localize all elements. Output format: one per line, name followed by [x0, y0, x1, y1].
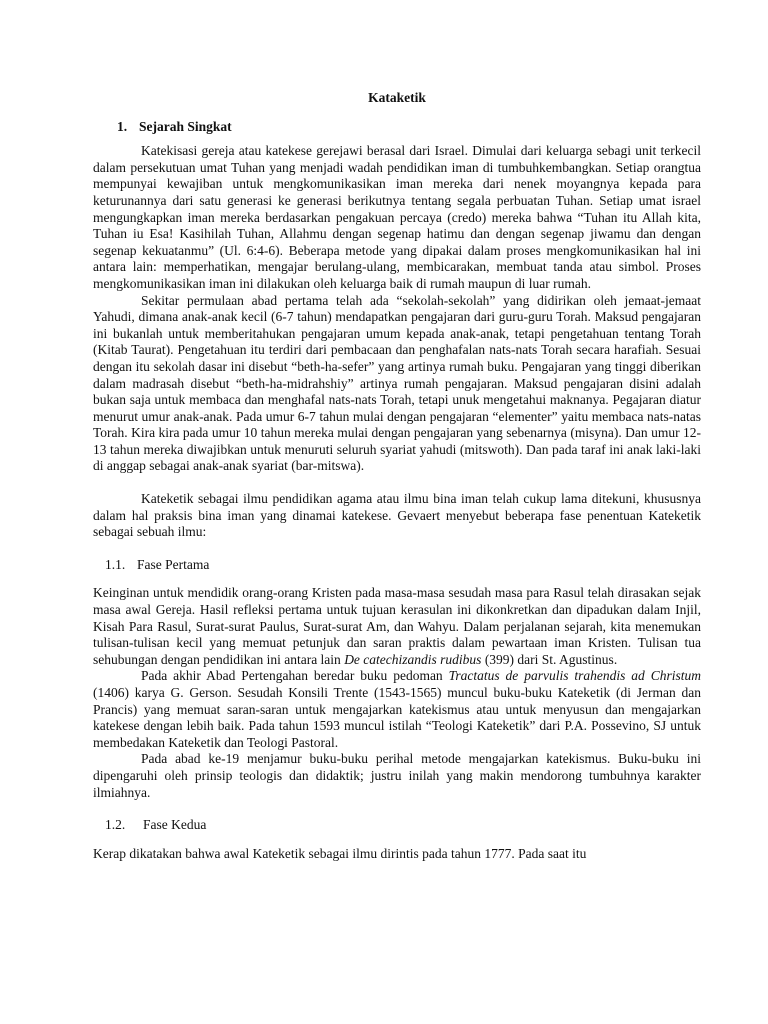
paragraph: [93, 585, 701, 668]
section-number: 1.: [117, 118, 128, 134]
paragraph-text: (399) dari St. Agustinus.: [481, 651, 618, 667]
paragraph: Kateketik sebagai ilmu pendidikan agama atau ilmu bina iman telah cukup lama ditekuni, khususnya dalam hal praksis bina iman yang dinamai katekese. Gevaert menyebut beberapa fase penentuan Kateketik sebagai sebuah ilmu:: [93, 491, 701, 540]
paragraph: [93, 668, 701, 751]
paragraph-gap: [93, 475, 701, 491]
section-heading-sejarah-singkat: [93, 119, 701, 136]
document-body: [93, 90, 701, 862]
subsection-heading-text: Fase Kedua: [143, 817, 207, 833]
paragraph: Sekitar permulaan abad pertama telah ada “sekolah-sekolah” yang didirikan oleh jemaat-jemaat Yahudi, dimana anak-anak kecil (6-7 tahun) mendapatkan pengajaran dari guru-guru Torah. Maksud pengajaran ini bukanlah untuk memberitahukan pengajaran umum kepada anak-anak, tetapi pengetahuan tentang Torah (Kitab Taurat). Pengetahuan itu terdiri dari pembacaan dan penghafalan nats-nats Torah secara harafiah. Sesuai dengan itu sekolah dasar ini disebut “beth-ha-sefer” yang artinya rumah buku. Pengajaran yang tinggi diberikan dalam madrasah disebut “beth-ha-midrahshiy” artinya rumah pengajaran. Maksud pengajaran disini adalah bukan saja untuk membaca dan menghafal nats-nats Torah, tetapi unuk mengetahui maknanya. Pegajaran diatur menurut umur anak-anak. Pada umur 6-7 tahun mulai dengan pengajaran “elementer” yaitu membaca nats-natas Torah. Kira kira pada umur 10 tahun mereka mulai dengan pengajaran yang sebenarnya (misyna). Dan umur 12-13 tahun mereka diwajibkan untuk menuruti seluruh syariat yahudi (mitswoth). Dan pada taraf ini anak laki-laki di anggap sebagai anak-anak syariat (bar-mitswa).: [93, 292, 701, 474]
paragraph-gap: [93, 541, 701, 557]
paragraph-text: Keinginan untuk mendidik orang-orang Kristen pada masa-masa sesudah masa para Rasul telah dirasakan sejak masa awal Gereja. Hasil refleksi pertama untuk tujuan kerasulan ini dikonkretkan dan dipadukan dalam Injil, Kisah Para Rasul, Surat-surat Paulus, Surat-surat Am, dan Wahyu. Dalam perjalanan sejarah, kita menemukan tulisan-tulisan kecil yang memuat petunjuk dan saran praktis dalam pewartaan iman Kristen. Tulisan tua sehubungan dengan pendidikan ini antara lain: [93, 585, 701, 667]
subsection-number: 1.2.: [105, 817, 126, 833]
subsection-heading-text: Fase Pertama: [137, 556, 210, 572]
subsection-number: 1.1.: [105, 556, 126, 572]
paragraph-text: Pada akhir Abad Pertengahan beredar buku pedoman: [141, 668, 449, 684]
subsection-heading-fase-kedua: [93, 817, 701, 834]
italic-title: Tractatus de parvulis trahendis ad Christum: [448, 668, 701, 684]
subsection-heading-fase-pertama: [93, 557, 701, 574]
paragraph: Katekisasi gereja atau katekese gerejawi berasal dari Israel. Dimulai dari keluarga sebagi unit terkecil dalam persekutuan umat Tuhan yang menjadi wadah pendidikan iman di tumbuhkembangkan. Setiap orangtua mempunyai kewajiban untuk mengkomunikasikan iman mereka dari nenek moyangnya kepada para keturunannya dari satu generasi ke generasi berikutnya tentang segala perbuatan Tuhan. Setiap umat israel mengungkapkan iman mereka berdasarkan pengakuan percaya (credo) mereka bahwa “Tuhan itu Allah kita, Tuhan iu Esa! Kasihilah Tuhan, Allahmu dengan segenap hatimu dan dengan segenap jiwamu dan dengan segenap kekuatanmu” (Ul. 6:4-6). Beberapa metode yang dipakai dalam proses mengkomunikasikan hal ini antara lain: memperhatikan, mengajar berulang-ulang, membicarakan, membuat tanda atau simbol. Proses mengkomunikasikan iman ini dilakukan oleh keluarga baik di rumah maupun di luar rumah.: [93, 143, 701, 291]
paragraph: Pada abad ke-19 menjamur buku-buku perihal metode mengajarkan katekismus. Buku-buku ini dipengaruhi oleh prinsip teologis dan didaktik; justru inilah yang makin mendorong tumbuhnya karakter ilmiahnya.: [93, 751, 701, 800]
paragraph-text: (1406) karya G. Gerson. Sesudah Konsili Trente (1543-1565) muncul buku-buku Kateketik (di Jerman dan Prancis) yang memuat saran-saran untuk mengajarkan katekismus atau untuk menyusun dan mengajarkan katekese dengan lebih baik. Pada tahun 1593 muncul istilah “Teologi Kateketik” dari P.A. Possevino, SJ untuk membedakan Kateketik dan Teologi Pastoral.: [93, 685, 701, 750]
paragraph-gap: [93, 801, 701, 817]
italic-title: De catechizandis rudibus: [344, 651, 482, 667]
section-heading-text: Sejarah Singkat: [139, 118, 232, 134]
document-title: Kataketik: [368, 90, 426, 105]
paragraph: Kerap dikatakan bahwa awal Kateketik sebagai ilmu dirintis pada tahun 1777. Pada saat itu: [93, 845, 587, 861]
